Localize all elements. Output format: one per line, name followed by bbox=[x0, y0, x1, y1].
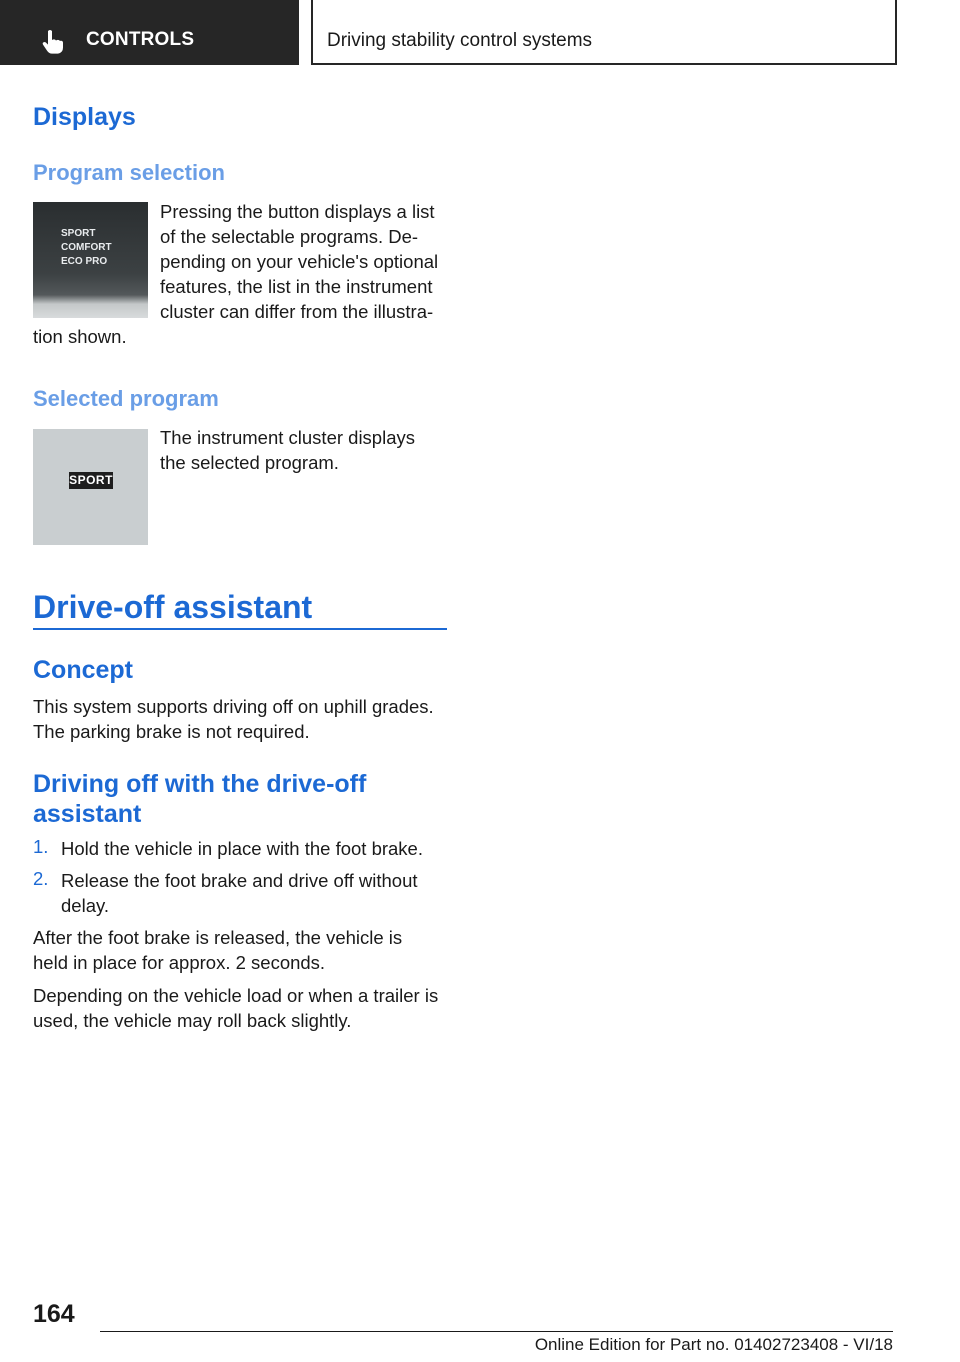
program-list-item: SPORT bbox=[61, 228, 96, 239]
step-text: Hold the vehicle in place with the foot brake. bbox=[61, 838, 423, 859]
selected-program-line: The instrument cluster displays bbox=[160, 427, 415, 448]
drive-off-heading: Drive-off assistant bbox=[33, 589, 313, 625]
selected-program-heading: Selected program bbox=[33, 386, 219, 411]
driving-off-heading: Driving off with the drive-off bbox=[33, 770, 367, 798]
page-number: 164 bbox=[33, 1300, 75, 1328]
step-number: 1. bbox=[33, 836, 49, 857]
program-selection-heading: Program selection bbox=[33, 160, 225, 185]
program-selection-line: cluster can differ from the illustra‐ bbox=[160, 301, 434, 322]
program-selection-line: pending on your vehicle's optional bbox=[160, 251, 439, 272]
sport-badge: SPORT bbox=[69, 473, 113, 487]
paragraph-line: Depending on the vehicle load or when a trailer is bbox=[33, 985, 439, 1006]
selected-program-image bbox=[33, 429, 148, 545]
displays-heading: Displays bbox=[33, 103, 136, 131]
chapter-title: Driving stability control systems bbox=[327, 30, 593, 51]
footer-rule bbox=[100, 1331, 893, 1332]
step-text: Release the foot brake and drive off without bbox=[61, 870, 418, 891]
program-selection-line: of the selectable programs. De‐ bbox=[160, 226, 419, 247]
selected-program-line: the selected program. bbox=[160, 452, 339, 473]
edition-text: Online Edition for Part no. 01402723408 - VI/18 bbox=[534, 1335, 893, 1354]
paragraph-line: used, the vehicle may roll back slightly. bbox=[33, 1010, 352, 1031]
concept-line: This system supports driving off on uphill grades. bbox=[33, 696, 434, 717]
program-list-image bbox=[33, 202, 148, 318]
heading-rule bbox=[33, 628, 447, 630]
section-tab bbox=[0, 0, 299, 65]
chapter-header bbox=[311, 0, 897, 65]
driving-off-heading: assistant bbox=[33, 800, 142, 828]
concept-line: The parking brake is not required. bbox=[33, 721, 310, 742]
step-text: delay. bbox=[61, 895, 109, 916]
program-selection-line: tion shown. bbox=[33, 326, 127, 347]
program-selection-line: features, the list in the instrument bbox=[160, 276, 433, 297]
paragraph-line: held in place for approx. 2 seconds. bbox=[33, 952, 326, 973]
program-selection-line: Pressing the button displays a list bbox=[160, 201, 435, 222]
program-list-item: ECO PRO bbox=[61, 256, 108, 267]
paragraph-line: After the foot brake is released, the vehicle is bbox=[33, 927, 403, 948]
step-number: 2. bbox=[33, 868, 49, 889]
hand-pointer-icon bbox=[40, 28, 66, 54]
concept-heading: Concept bbox=[33, 656, 133, 684]
section-label: CONTROLS bbox=[86, 29, 195, 50]
program-list-item: COMFORT bbox=[61, 242, 112, 253]
